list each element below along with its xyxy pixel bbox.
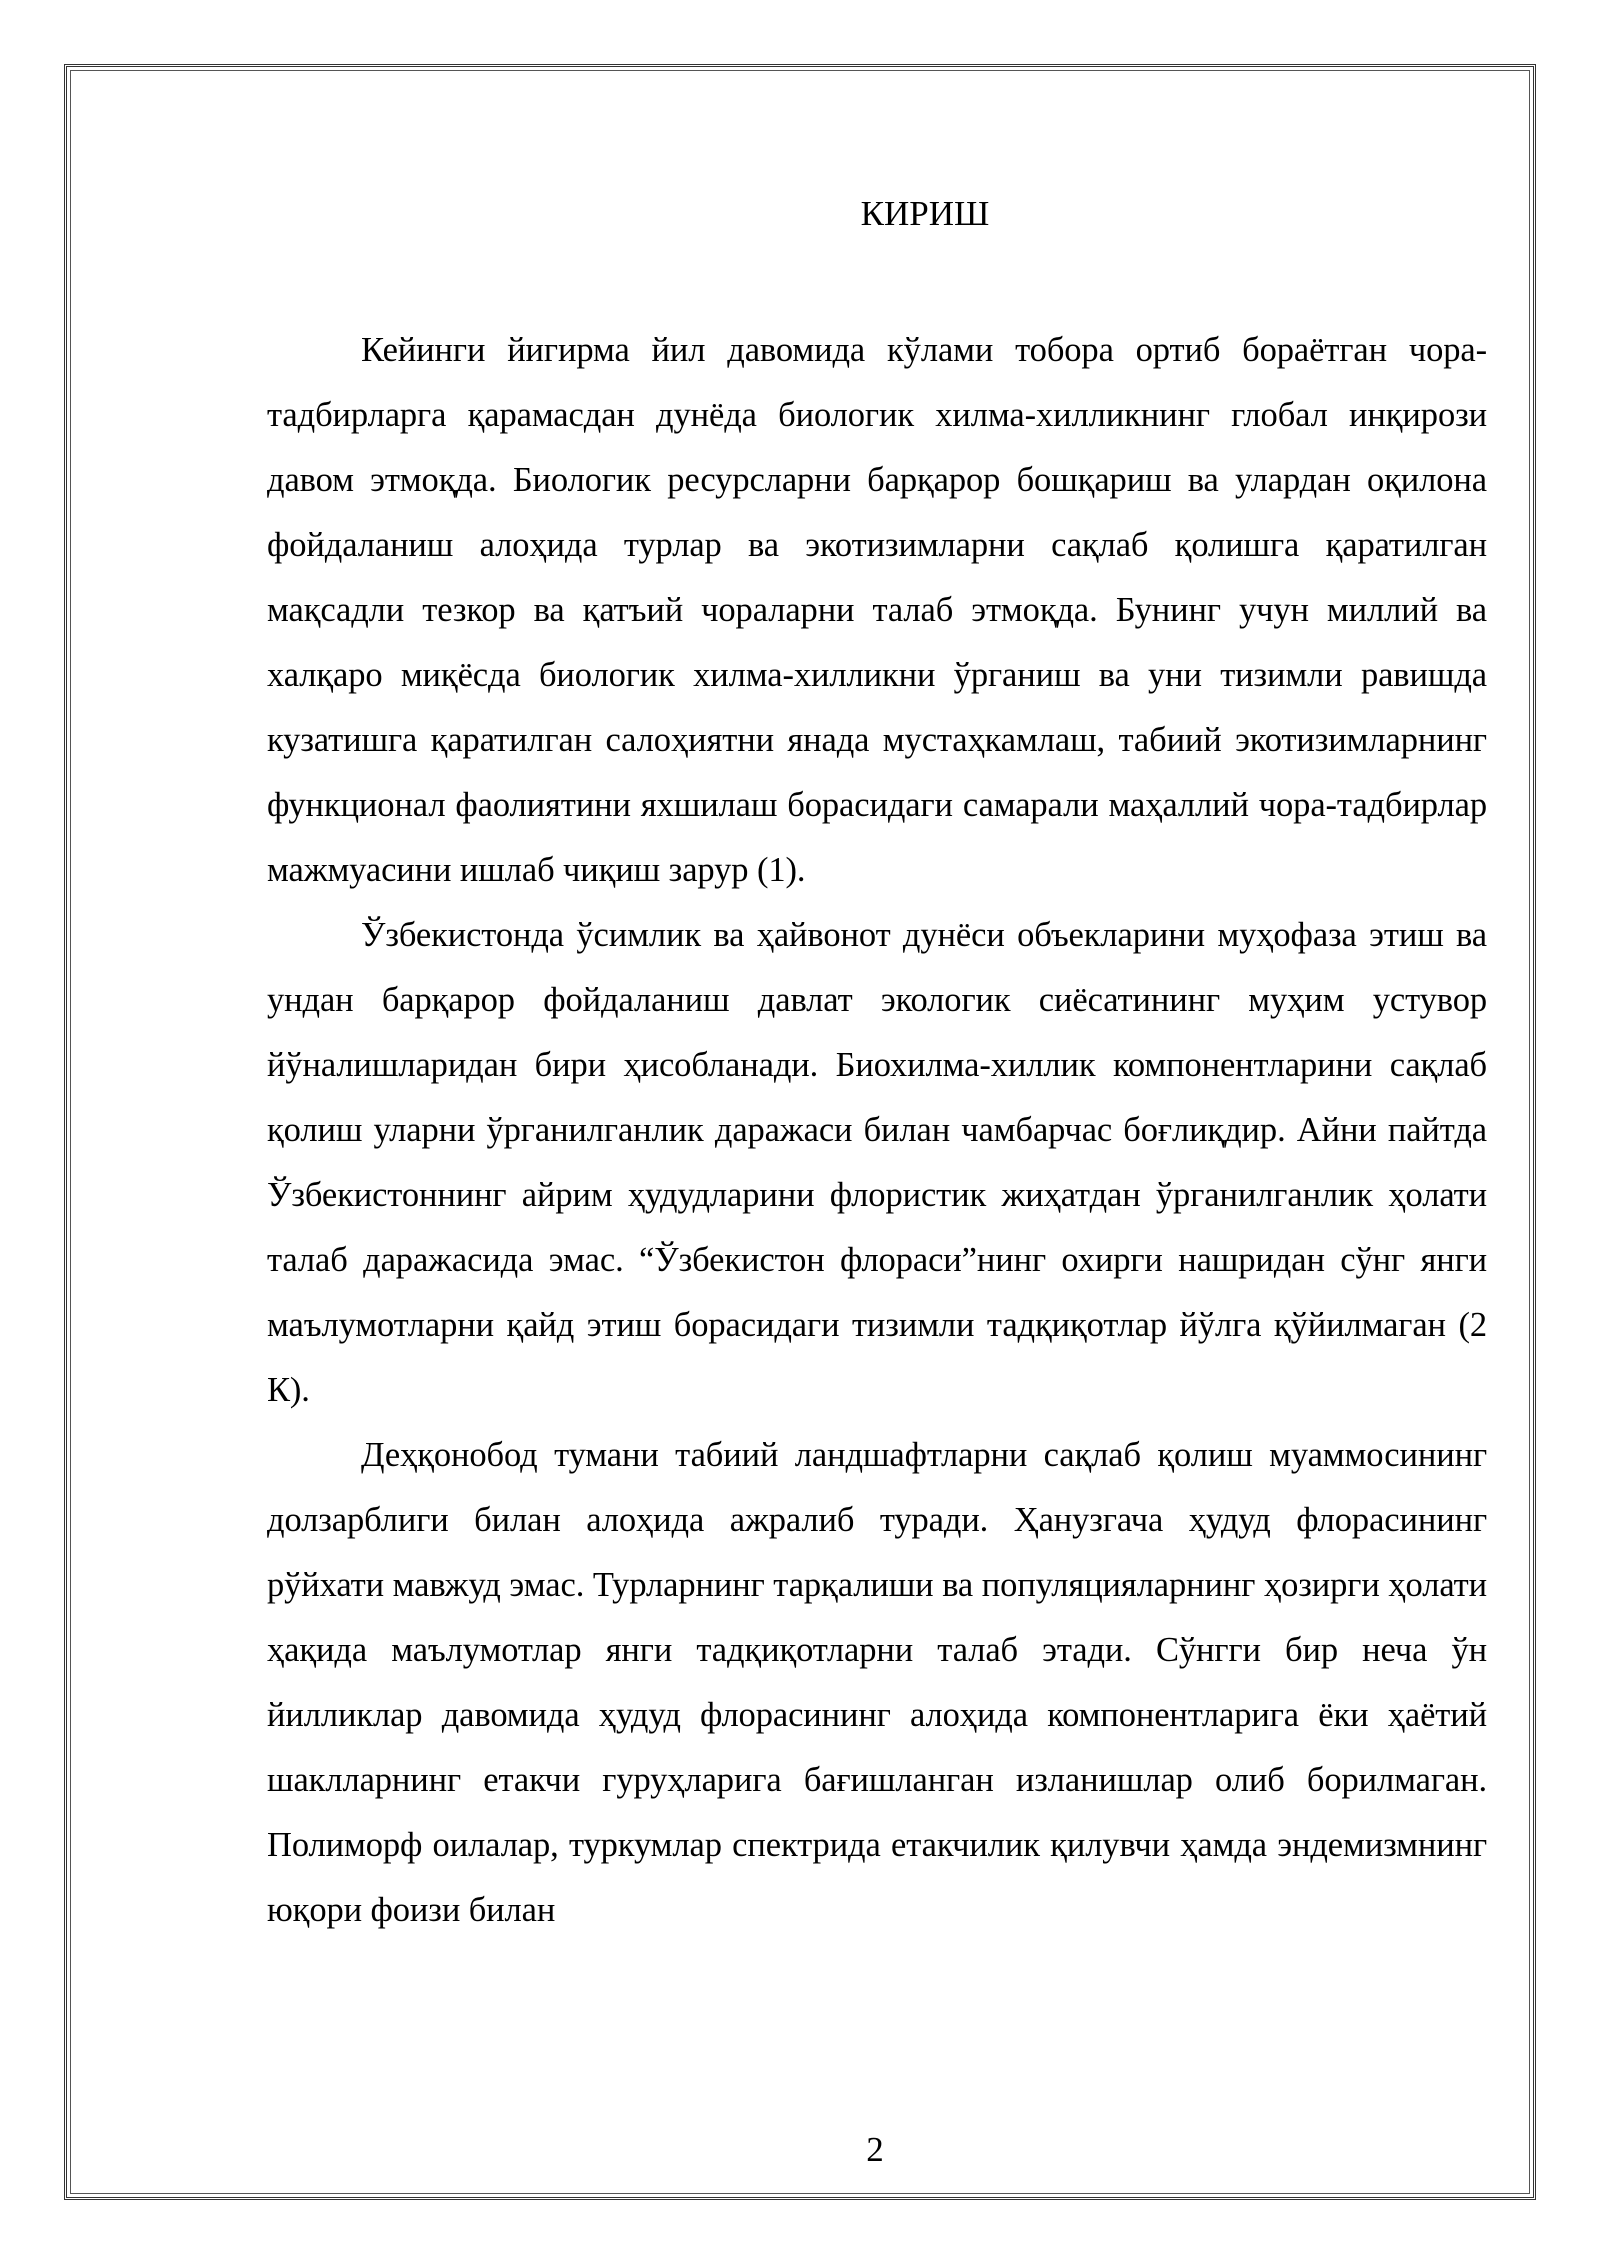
paragraph-3: Деҳқонобод тумани табиий ландшафтларни сақлаб қолиш муаммосининг долзарблиги билан алоҳида ажралиб туради. Ҳанузгача ҳудуд флорасининг рўйхати мавжуд эмас. Турларнинг тарқалиши ва популяцияларнинг ҳозирги ҳолати ҳақида маълумотлар янги тадқиқотларни талаб этади. Сўнгги бир неча ўн йилликлар давомида ҳудуд флорасининг алоҳида компонентларига ёки ҳаётий шаклларнинг етакчи гуруҳларига бағишланган изланишлар олиб борилмаган. Полиморф оилалар, туркумлар спектрида етакчилик қилувчи ҳамда эндемизмнинг юқори фоизи билан xyxy=(267,1436,1487,1929)
paragraph-1: Кейинги йигирма йил давомида кўлами тобора ортиб бораётган чора-тадбирларга қарамасдан дунёда биологик хилма-хилликнинг глобал инқирози давом этмоқда. Биологик ресурсларни барқарор бошқариш ва улардан оқилона фойдаланиш алоҳида турлар ва экотизимларни сақлаб қолишга қаратилган мақсадли тезкор ва қатъий чораларни талаб этмоқда. Бунинг учун миллий ва халқаро миқёсда биологик хилма-хилликни ўрганиш ва уни тизимли равишда кузатишга қаратилган салоҳиятни янада мустаҳкамлаш, табиий экотизимларнинг функционал фаолиятини яхшилаш борасидаги самарали маҳаллий чора-тадбирлар мажмуасини ишлаб чиқиш зарур (1). xyxy=(267,331,1487,889)
body-text xyxy=(267,318,1487,1943)
page-number: 2 xyxy=(866,2130,884,2169)
page-title: КИРИШ xyxy=(860,194,990,233)
paragraph-2: Ўзбекистонда ўсимлик ва ҳайвонот дунёси объекларини муҳофаза этиш ва ундан барқарор фойдаланиш давлат экологик сиёсатининг муҳим устувор йўналишларидан бири ҳисобланади. Биохилма-хиллик компонентларини сақлаб қолиш уларни ўрганилганлик даражаси билан чамбарчас боғлиқдир. Айни пайтда Ўзбекистоннинг айрим ҳудудларини флористик жиҳатдан ўрганилганлик ҳолати талаб даражасида эмас. “Ўзбекистон флораси”нинг охирги нашридан сўнг янги маълумотларни қайд этиш борасидаги тизимли тадқиқотлар йўлга қўйилмаган (2 К). xyxy=(267,916,1487,1409)
